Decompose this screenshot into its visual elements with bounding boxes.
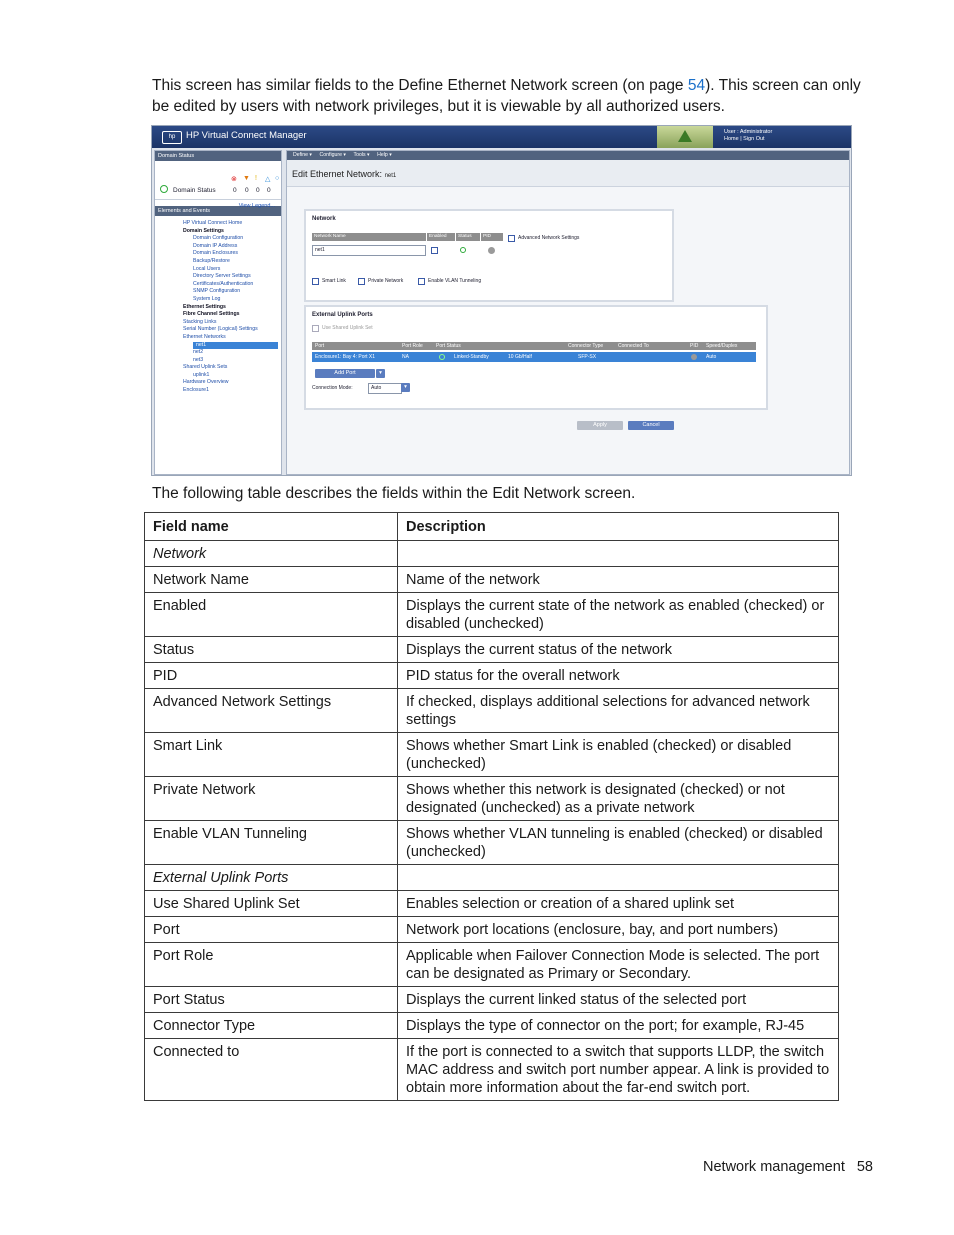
description-cell: If the port is connected to a switch that supports LLDP, the switch MAC address and switch port number appear. A link is provided to obtain more information about the far-end switch port. [398, 1039, 839, 1101]
description-cell: Displays the type of connector on the port; for example, RJ-45 [398, 1013, 839, 1039]
tree-item[interactable]: Domain Configuration [193, 235, 244, 242]
port-row[interactable] [312, 352, 756, 362]
header-field-name: Field name [145, 513, 398, 541]
port-role-value: NA [402, 354, 409, 360]
sidebar [154, 150, 282, 475]
table-row [145, 777, 839, 821]
app-title: HP Virtual Connect Manager [186, 130, 307, 141]
uplink-ports-box [304, 305, 768, 410]
intro-text-start: This screen has similar fields to the Define Ethernet Network screen (on page [152, 77, 688, 94]
connection-mode-select[interactable]: Auto [368, 383, 402, 394]
description-cell: Shows whether this network is designated (checked) or not designated (unchecked) as a private network [398, 777, 839, 821]
duplex-value: Auto [706, 354, 717, 360]
domain-status-label: Domain Status [173, 187, 216, 194]
tree-item[interactable]: Domain Settings [183, 227, 224, 234]
advanced-settings-label: Advanced Network Settings [518, 235, 580, 241]
network-box [304, 209, 674, 302]
description-cell: Displays the current status of the network [398, 637, 839, 663]
tree-item[interactable]: Stacking Links [183, 318, 217, 325]
private-network-checkbox[interactable] [358, 278, 365, 285]
navigation-tree [155, 216, 281, 395]
field-name-cell: Status [145, 637, 398, 663]
port-status-icon [439, 354, 445, 360]
warning-count: 0 [256, 187, 260, 194]
field-name-cell: Network [145, 541, 398, 567]
domain-status-header: Domain Status [155, 151, 281, 161]
description-cell: Displays the current linked status of the selected port [398, 987, 839, 1013]
description-cell: Shows whether VLAN tunneling is enabled (checked) or disabled (unchecked) [398, 821, 839, 865]
col-network-name: Network Name [312, 233, 426, 241]
tree-item[interactable]: Ethernet Settings [183, 303, 226, 310]
header-description: Description [398, 513, 839, 541]
field-name-cell: PID [145, 663, 398, 689]
tree-item[interactable]: Fibre Channel Settings [183, 311, 240, 318]
description-cell [398, 865, 839, 891]
table-row [145, 917, 839, 943]
menu-tools[interactable]: Tools ▾ [353, 152, 370, 158]
table-row [145, 567, 839, 593]
col-enabled: Enabled [427, 233, 455, 241]
connector-type-value: SFP-SX [578, 354, 597, 360]
info-count: 0 [267, 187, 271, 194]
field-name-cell: Advanced Network Settings [145, 689, 398, 733]
field-name-cell: Port Role [145, 943, 398, 987]
description-cell: Enables selection or creation of a shared uplink set [398, 891, 839, 917]
unknown-icon: ○ [275, 175, 280, 182]
network-box-title: Network [312, 216, 336, 222]
table-body [145, 541, 839, 1101]
table-row [145, 593, 839, 637]
smart-link-checkbox[interactable] [312, 278, 319, 285]
connection-mode-label: Connection Mode: [312, 385, 353, 391]
enabled-checkbox[interactable] [431, 247, 438, 254]
status-ok-icon [460, 247, 466, 253]
port-pid-icon [691, 354, 697, 360]
tree-item[interactable]: Shared Uplink Sets [183, 364, 228, 371]
warning-icon: ! [255, 175, 257, 182]
use-shared-uplink-checkbox[interactable] [312, 325, 319, 332]
tree-item[interactable]: Backup/Restore [193, 257, 230, 264]
fields-table [144, 512, 839, 1101]
home-arrow-icon [678, 130, 692, 142]
major-count: 0 [245, 187, 249, 194]
tree-item[interactable]: SNMP Configuration [193, 288, 241, 295]
port-status-value: Linked-Standby [454, 354, 489, 360]
table-row [145, 1039, 839, 1101]
description-cell: Name of the network [398, 567, 839, 593]
tree-item[interactable]: Domain IP Address [193, 242, 238, 249]
tree-item[interactable]: Ethernet Networks [183, 333, 226, 340]
add-port-dropdown-icon[interactable]: ▾ [376, 369, 385, 378]
advanced-settings-checkbox[interactable] [508, 235, 515, 242]
field-name-cell: Private Network [145, 777, 398, 821]
col-speed-duplex: Speed/Duplex [706, 343, 738, 349]
domain-status-panel [155, 161, 281, 209]
apply-button[interactable]: Apply [577, 421, 623, 430]
table-row [145, 663, 839, 689]
col-pid: PID [690, 343, 699, 349]
vlan-tunneling-checkbox[interactable] [418, 278, 425, 285]
menu-bar [287, 151, 849, 160]
pid-icon [488, 247, 495, 254]
tree-item[interactable]: Serial Number (Logical) Settings [183, 326, 258, 333]
tree-item[interactable]: Hardware Overview [183, 379, 229, 386]
page-footer [703, 1159, 873, 1175]
port-speed-value: 10 Gb/Half [508, 354, 532, 360]
menu-help[interactable]: Help ▾ [377, 152, 392, 158]
col-connector-type: Connector Type [568, 343, 604, 349]
elements-events-header: Elements and Events [155, 206, 281, 216]
page-header [287, 160, 849, 187]
network-name-input[interactable]: net1 [312, 245, 426, 256]
vlan-tunneling-label: Enable VLAN Tunneling [428, 278, 482, 284]
intro-text-end: ). This screen can only be edited by users with network privileges, but it is viewable by all authorized users. [152, 77, 861, 115]
page-title-network: net1 [384, 173, 397, 179]
field-name-cell: Network Name [145, 567, 398, 593]
field-name-cell: Smart Link [145, 733, 398, 777]
hp-logo: hp [162, 131, 182, 144]
table-row [145, 689, 839, 733]
col-connected-to: Connected To [618, 343, 649, 349]
tree-item[interactable]: Certificates/Authentication [193, 280, 254, 287]
table-row [145, 733, 839, 777]
col-port-role: Port Role [402, 343, 423, 349]
col-port-status: Port Status [436, 343, 461, 349]
col-pid: PID [481, 233, 503, 241]
major-icon: ▼ [243, 175, 250, 182]
page-number: 58 [856, 1159, 873, 1175]
menu-configure[interactable]: Configure ▾ [319, 152, 347, 158]
field-name-cell: External Uplink Ports [145, 865, 398, 891]
table-row [145, 1013, 839, 1039]
user-info [724, 129, 772, 143]
view-legend-link[interactable]: View Legend... [238, 203, 275, 209]
port-value: Enclosure1: Bay 4: Port X1 [315, 354, 376, 360]
uplink-ports-title: External Uplink Ports [312, 312, 373, 318]
info-icon: △ [265, 176, 271, 183]
tree-item[interactable]: Domain Enclosures [193, 250, 238, 257]
cancel-button[interactable]: Cancel [628, 421, 674, 430]
page-title [292, 169, 396, 179]
description-cell: Applicable when Failover Connection Mode is selected. The port can be designated as Primary or Secondary. [398, 943, 839, 987]
table-caption: The following table describes the fields within the Edit Network screen. [152, 485, 636, 502]
add-port-button[interactable]: Add Port [315, 369, 375, 378]
table-row [145, 821, 839, 865]
intro-paragraph [152, 75, 872, 117]
menu-define[interactable]: Define ▾ [293, 152, 313, 158]
ok-status-icon [160, 185, 168, 193]
field-name-cell: Port Status [145, 987, 398, 1013]
tree-item[interactable]: uplink1 [193, 371, 210, 378]
table-row [145, 637, 839, 663]
table-row [145, 865, 839, 891]
tree-item[interactable]: Directory Server Settings [193, 273, 251, 280]
page-link[interactable]: 54 [687, 77, 706, 94]
description-cell: Shows whether Smart Link is enabled (checked) or disabled (unchecked) [398, 733, 839, 777]
tree-item[interactable]: System Log [193, 295, 221, 302]
tree-item[interactable]: net3 [193, 356, 204, 363]
field-name-cell: Connector Type [145, 1013, 398, 1039]
description-cell: PID status for the overall network [398, 663, 839, 689]
smart-link-label: Smart Link [322, 278, 346, 284]
tree-item[interactable]: net2 [193, 349, 204, 356]
tree-item[interactable]: net1 [193, 342, 278, 350]
table-row [145, 943, 839, 987]
field-name-cell: Enabled [145, 593, 398, 637]
table-row [145, 987, 839, 1013]
page-title-text: Edit Ethernet Network: [292, 169, 383, 179]
col-port: Port [315, 343, 325, 349]
critical-icon: ⊗ [231, 176, 237, 183]
connection-mode-dropdown-icon[interactable]: ▾ [401, 383, 410, 392]
description-cell: Displays the current state of the network as enabled (checked) or disabled (unchecked) [398, 593, 839, 637]
field-name-cell: Use Shared Uplink Set [145, 891, 398, 917]
critical-count: 0 [233, 187, 237, 194]
screenshot-edit-ethernet-network [151, 125, 852, 476]
footer-section: Network management [703, 1159, 845, 1175]
field-name-cell: Connected to [145, 1039, 398, 1101]
tree-item[interactable]: HP Virtual Connect Home [183, 220, 243, 226]
table-header-row [145, 513, 839, 541]
tree-item[interactable]: Enclosure1 [183, 387, 209, 394]
main-panel [286, 150, 850, 475]
private-network-label: Private Network [368, 278, 404, 284]
description-cell [398, 541, 839, 567]
field-name-cell: Port [145, 917, 398, 943]
user-name: User : Administrator [724, 129, 773, 135]
app-topbar [152, 126, 851, 148]
home-signout-links[interactable]: Home | Sign Out [724, 136, 765, 142]
field-name-cell: Enable VLAN Tunneling [145, 821, 398, 865]
use-shared-uplink-label: Use Shared Uplink Set [322, 325, 373, 331]
table-row [145, 891, 839, 917]
table-row [145, 541, 839, 567]
description-cell: Network port locations (enclosure, bay, and port numbers) [398, 917, 839, 943]
col-status: Status [456, 233, 480, 241]
description-cell: If checked, displays additional selections for advanced network settings [398, 689, 839, 733]
tree-item[interactable]: Local Users [193, 265, 221, 272]
